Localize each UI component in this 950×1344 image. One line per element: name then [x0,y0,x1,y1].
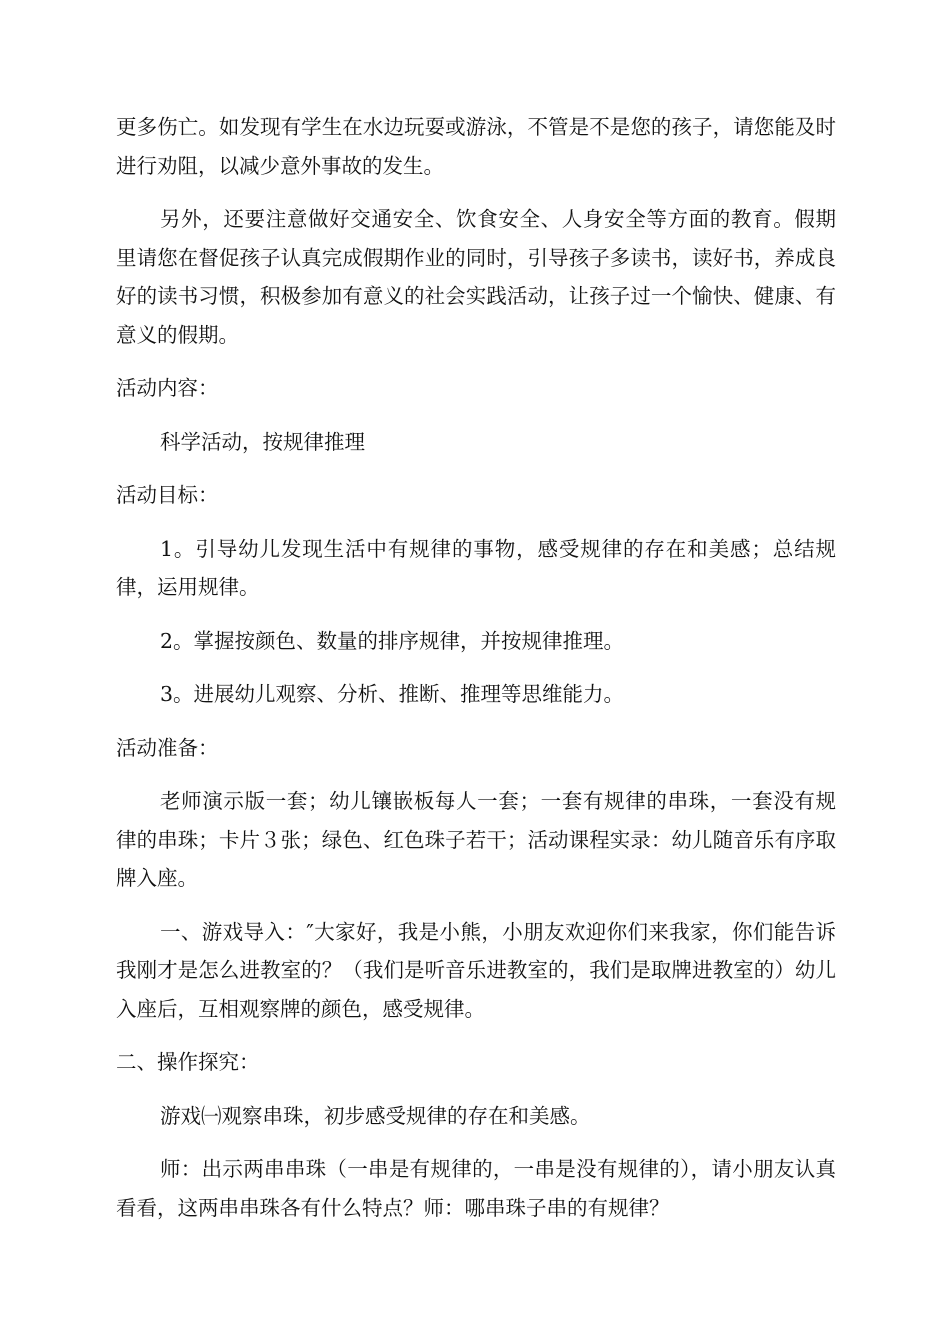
paragraph-activity-content: 科学活动，按规律推理 [160,429,365,454]
document-body [116,108,836,1242]
heading-operation-explore: 二、操作探究： [116,1050,260,1074]
goal-item-1: 1。引导幼儿发现生活中有规律的事物，感受规律的存在和美感；总结规律，运用规律。 [116,536,836,599]
paragraph-teacher-bead-strings: 师：出示两串串珠（一串是有规律的，一串是没有规律的），请小朋友认真看看，这两串串珠各有什么特点？师：哪串珠子串的有规律？ [116,1157,836,1220]
paragraph-holiday-advice: 另外，还要注意做好交通安全、饮食安全、人身安全等方面的教育。假期里请您在督促孩子认真完成假期作业的同时，引导孩子多读书，读好书，养成良好的读书习惯，积极参加有意义的社会实践活动，让孩子过一个愉快、健康、有意义的假期。 [116,207,836,347]
heading-activity-preparation: 活动准备： [116,735,219,760]
paragraph-safety-warning: 更多伤亡。如发现有学生在水边玩耍或游泳，不管是不是您的孩子，请您能及时进行劝阻，以减少意外事故的发生。 [116,115,836,178]
heading-activity-content: 活动内容： [116,376,219,400]
goal-item-3: 3。进展幼儿观察、分析、推断、推理等思维能力。 [160,682,625,706]
paragraph-game-one: 游戏㈠观察串珠，初步感受规律的存在和美感。 [160,1103,591,1128]
heading-activity-goals: 活动目标： [116,483,219,507]
goal-item-2: 2。掌握按颜色、数量的排序规律，并按规律推理。 [160,628,625,653]
paragraph-preparation: 老师演示版一套；幼儿镶嵌板每人一套；一套有规律的串珠，一套没有规律的串珠；卡片３张；绿色、红色珠子若干；活动课程实录：幼儿随音乐有序取牌入座。 [116,789,836,890]
paragraph-game-intro: 一、游戏导入：″大家好，我是小熊，小朋友欢迎你们来我家，你们能告诉我刚才是怎么进教室的？（我们是听音乐进教室的，我们是取牌进教室的）幼儿入座后，互相观察牌的颜色，感受规律。 [116,919,836,1021]
